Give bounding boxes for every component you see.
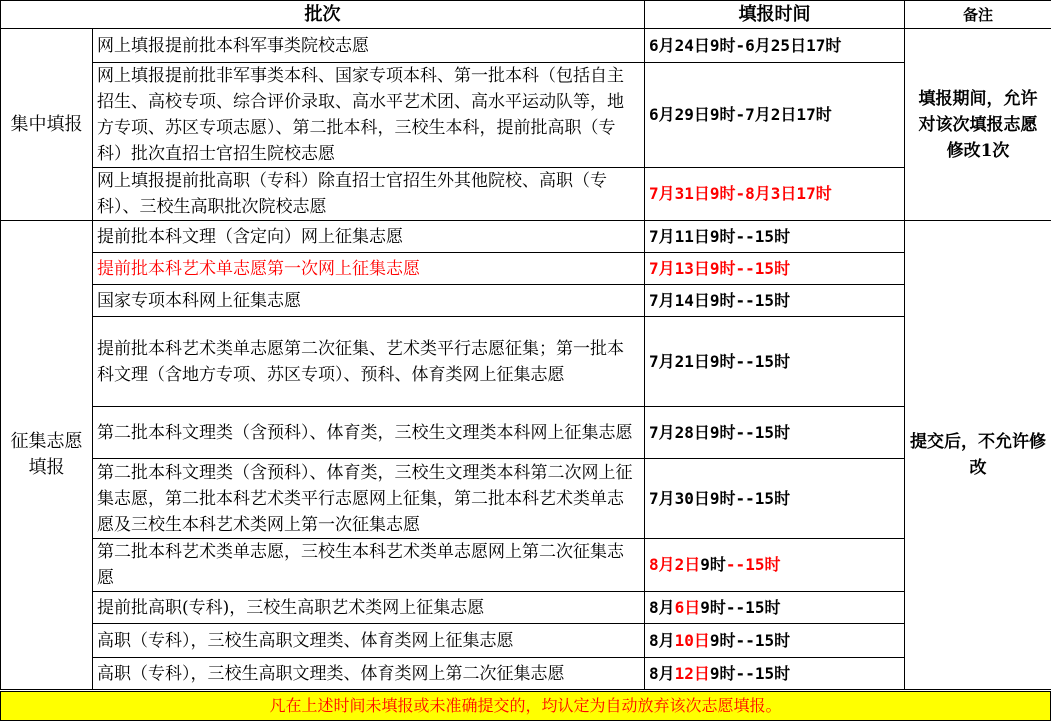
table-row	[1, 63, 1051, 168]
time-part: 6月24日9时-6月25日17时	[649, 35, 842, 55]
header-note: 备注	[905, 1, 1051, 29]
time-cell	[645, 63, 905, 168]
table-row	[1, 539, 1051, 592]
footer-table	[0, 691, 1051, 721]
table-row	[1, 29, 1051, 63]
table-row	[1, 459, 1051, 539]
time-part: 7月21日9时--15时	[649, 351, 791, 371]
time-part: 9时--15时	[700, 597, 781, 617]
batch-cell: 网上填报提前批本科军事类院校志愿	[93, 29, 645, 63]
header-time: 填报时间	[645, 1, 905, 29]
time-cell	[645, 459, 905, 539]
batch-cell: 提前批本科文理（含定向）网上征集志愿	[93, 221, 645, 253]
table-row	[1, 624, 1051, 658]
time-part: 8月	[649, 630, 675, 650]
time-part: 8月	[649, 663, 675, 683]
table-row	[1, 592, 1051, 624]
time-part: 9时	[700, 555, 726, 574]
note-centralized: 填报期间，允许对该次填报志愿修改1次	[905, 29, 1051, 221]
time-part: 8月	[649, 597, 675, 617]
time-part: 7月28日9时--15时	[649, 422, 791, 442]
time-cell	[645, 407, 905, 459]
table-row	[1, 407, 1051, 459]
batch-cell: 高职（专科），三校生高职文理类、体育类网上征集志愿	[93, 624, 645, 658]
header-batch: 批次	[1, 1, 645, 29]
time-part: 12日	[674, 663, 710, 683]
table-row	[1, 253, 1051, 285]
time-part: 9时--15时	[709, 663, 791, 683]
note-solicitation: 提交后，不允许修改	[905, 221, 1051, 690]
batch-cell: 第二批本科文理类（含预科）、体育类，三校生文理类本科第二次网上征集志愿，第二批本科艺术类平行志愿网上征集，第二批本科艺术类单志愿及三校生本科艺术类网上第一次征集志愿	[93, 459, 645, 539]
batch-cell: 第二批本科文理类（含预科）、体育类，三校生文理类本科网上征集志愿	[93, 407, 645, 459]
time-part: 7月13日9时--15时	[649, 258, 791, 278]
batch-cell: 网上填报提前批高职（专科）除直招士官招生外其他院校、高职（专科）、三校生高职批次院校志愿	[93, 168, 645, 221]
time-part: 10日	[674, 630, 710, 650]
time-cell	[645, 285, 905, 317]
time-part: 8月2日	[649, 555, 701, 574]
time-part: 7月14日9时--15时	[649, 290, 791, 310]
time-part: 7月31日9时-8月3日17时	[649, 184, 832, 203]
table-row	[1, 168, 1051, 221]
batch-cell: 第二批本科艺术类单志愿，三校生本科艺术类单志愿网上第二次征集志愿	[93, 539, 645, 592]
time-part: 6月29日9时-7月2日17时	[649, 105, 832, 124]
table-row	[1, 658, 1051, 690]
table-row	[1, 285, 1051, 317]
time-cell	[645, 624, 905, 658]
group-solicitation: 征集志愿填报	[1, 221, 93, 690]
group-centralized: 集中填报	[1, 29, 93, 221]
footer-notice: 凡在上述时间未填报或未准确提交的，均认定为自动放弃该次志愿填报。	[1, 692, 1051, 721]
table-row	[1, 221, 1051, 253]
time-cell	[645, 658, 905, 690]
batch-cell: 提前批本科艺术单志愿第一次网上征集志愿	[93, 253, 645, 285]
batch-cell: 国家专项本科网上征集志愿	[93, 285, 645, 317]
time-part: 9时--15时	[709, 630, 791, 650]
time-part: 7月30日9时--15时	[649, 488, 791, 508]
time-cell	[645, 592, 905, 624]
time-cell	[645, 317, 905, 407]
time-cell	[645, 168, 905, 221]
time-cell	[645, 29, 905, 63]
time-part: 7月11日9时--15时	[649, 226, 791, 246]
time-cell	[645, 253, 905, 285]
batch-cell: 网上填报提前批非军事类本科、国家专项本科、第一批本科（包括自主招生、高校专项、综合评价录取、高水平艺术团、高水平运动队等，地方专项、苏区专项志愿）、第二批本科，三校生本科，提前批高职（专科）批次直招士官招生院校志愿	[93, 63, 645, 168]
batch-cell: 高职（专科），三校生高职文理类、体育类网上第二次征集志愿	[93, 658, 645, 690]
batch-cell: 提前批本科艺术类单志愿第二次征集、艺术类平行志愿征集；第一批本科文理（含地方专项、苏区专项）、预科、体育类网上征集志愿	[93, 317, 645, 407]
time-part: 6日	[674, 597, 701, 617]
batch-cell: 提前批高职(专科)，三校生高职艺术类网上征集志愿	[93, 592, 645, 624]
time-cell	[645, 539, 905, 592]
table-row	[1, 317, 1051, 407]
time-cell	[645, 221, 905, 253]
time-part: --15时	[725, 555, 781, 574]
